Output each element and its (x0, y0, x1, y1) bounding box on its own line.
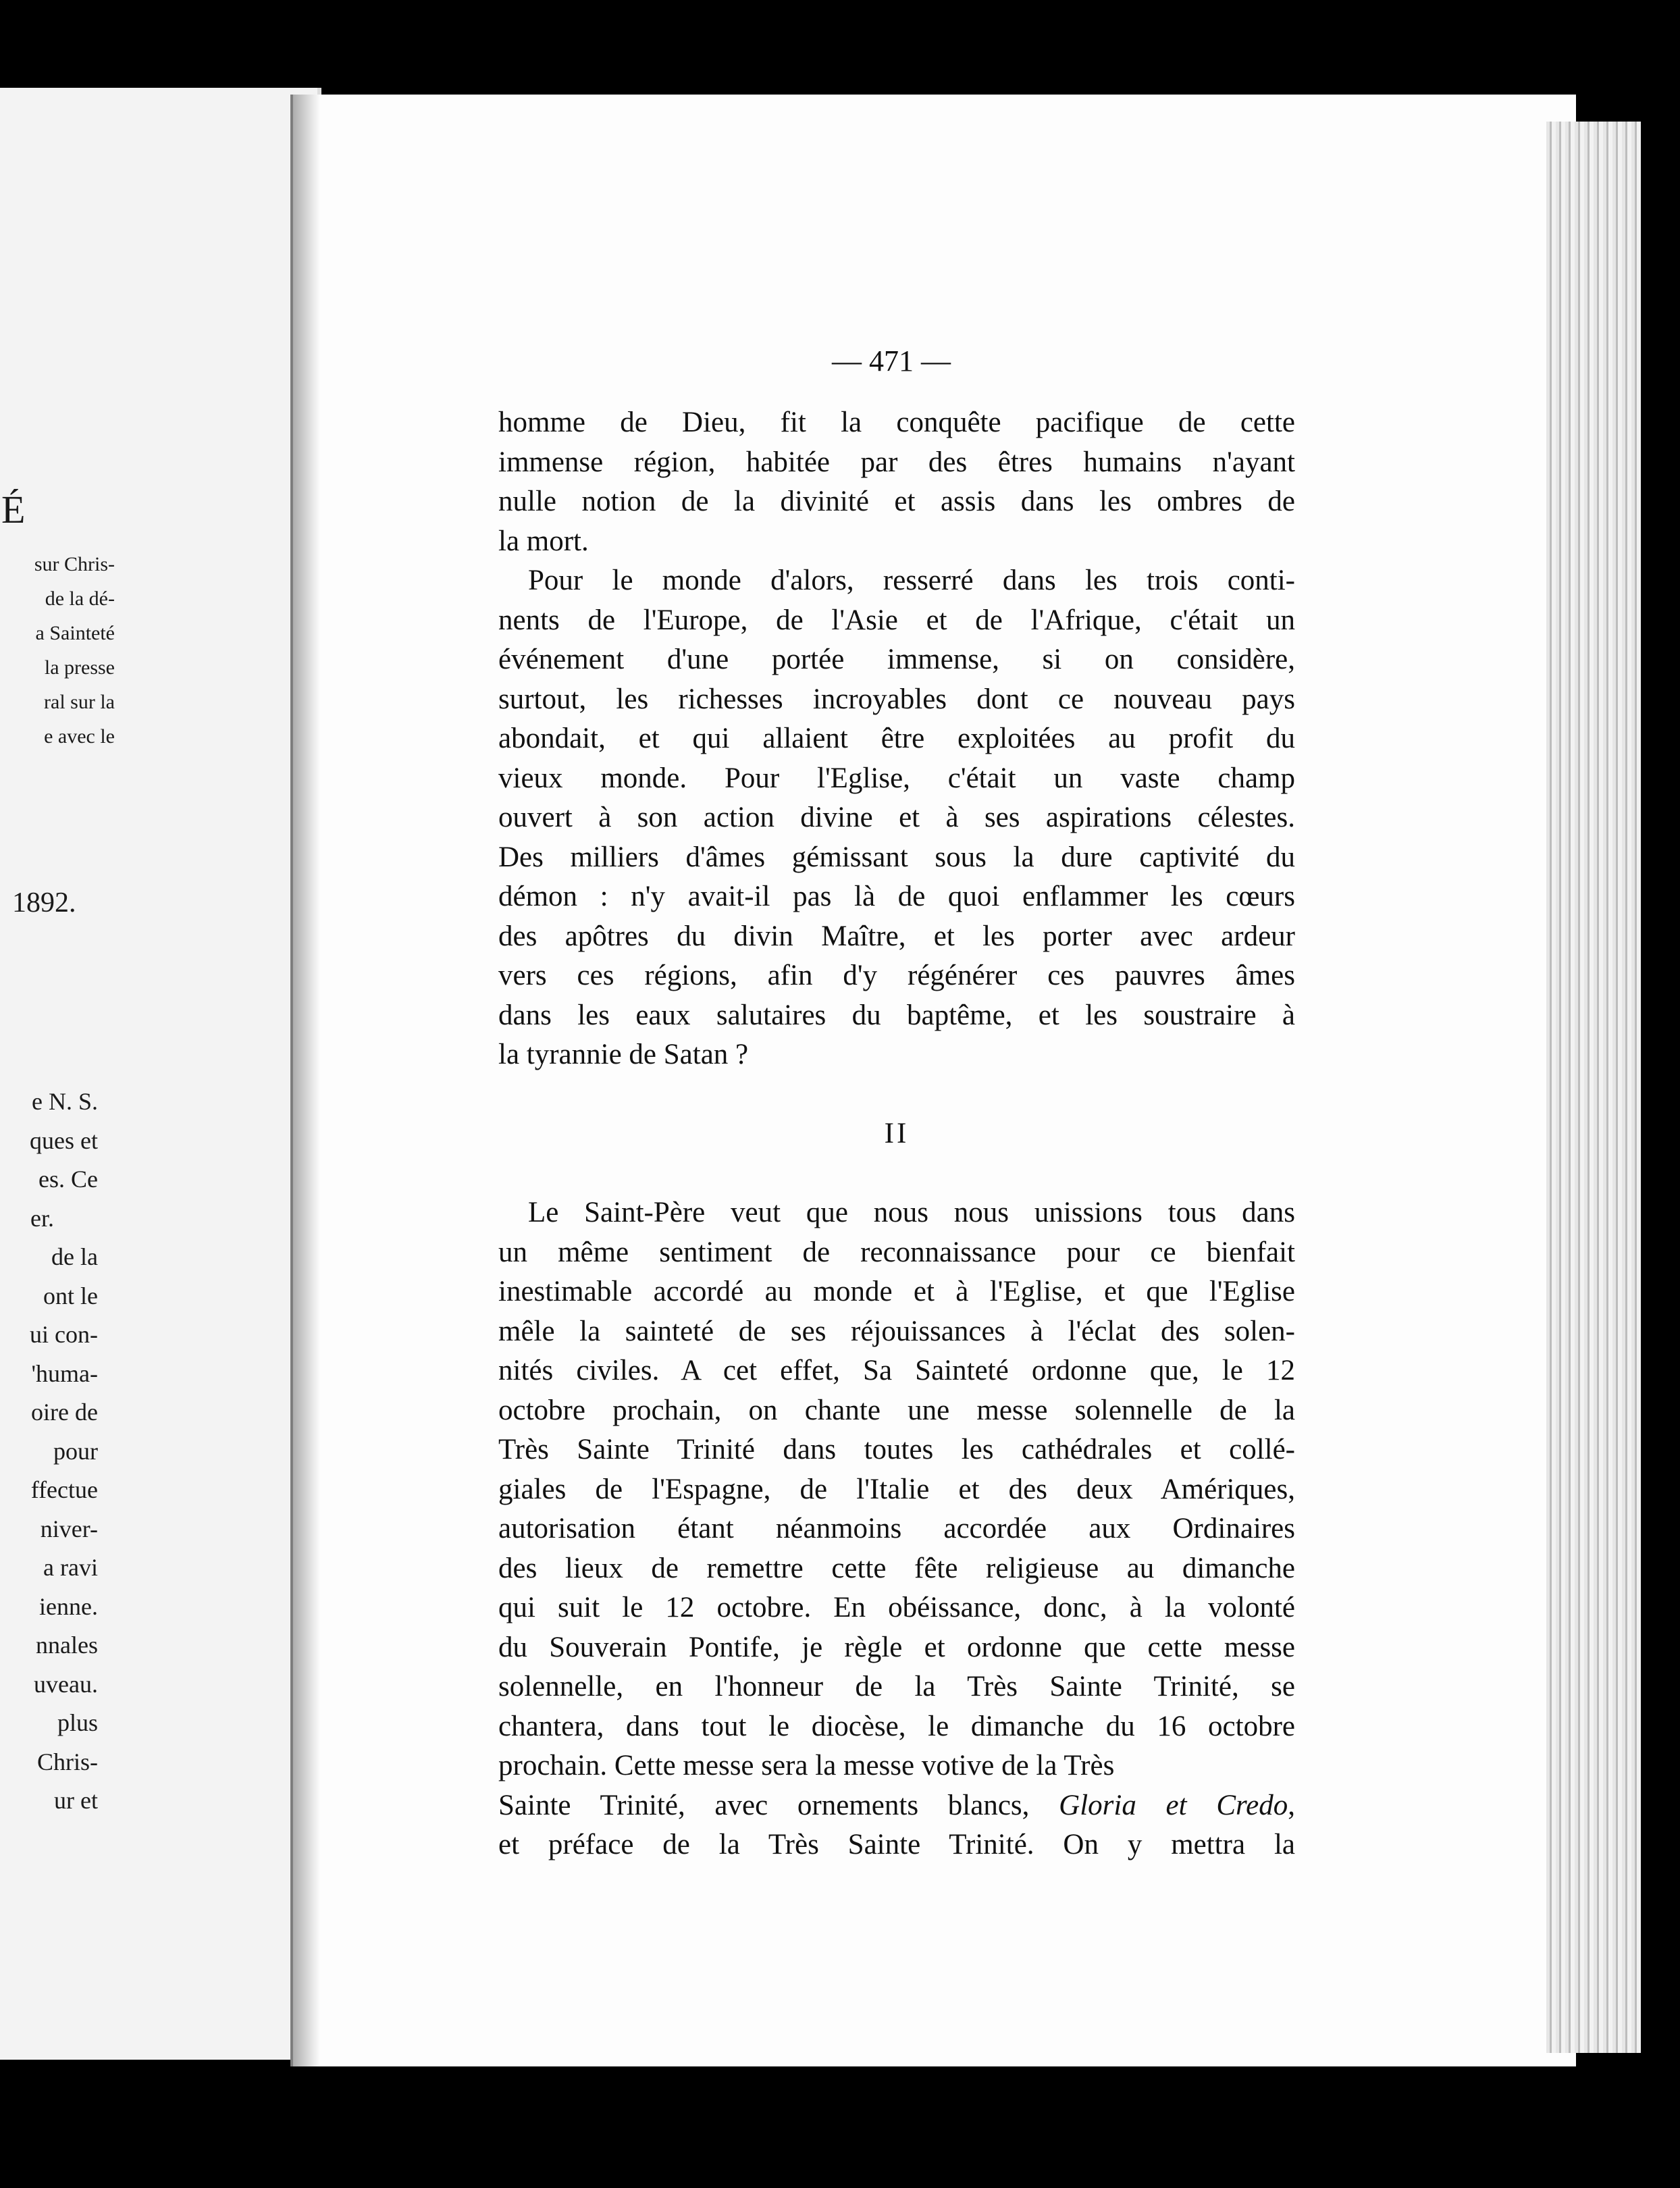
text-line: giales de l'Espagne, de l'Italie et des deux Amériques, (498, 1473, 1295, 1505)
text-line: prochain. Cette messe sera la messe votive de la Très (498, 1750, 1115, 1781)
text-line: immense région, habitée par des êtres humains n'ayant (498, 446, 1295, 478)
left-page-line: 'huma- (31, 1359, 98, 1387)
text-line: démon : n'y avait-il pas là de quoi enflammer les cœurs (498, 881, 1295, 912)
text-line: vieux monde. Pour l'Eglise, c'était un vaste champ (498, 762, 1295, 794)
left-page-line: la presse (44, 656, 115, 679)
paragraph-2 (498, 561, 1295, 1075)
left-page-line: ienne. (39, 1592, 98, 1620)
left-page-line: niver- (40, 1515, 98, 1542)
left-page-line: sur Chris- (34, 553, 115, 575)
left-page (0, 88, 321, 2060)
left-page-line: Chris- (37, 1748, 98, 1775)
page-number: — 471 — (832, 344, 951, 377)
text-line: mêle la sainteté de ses réjouissances à l'éclat des solen- (498, 1315, 1295, 1347)
left-page-line: uveau. (34, 1670, 98, 1698)
left-page-line: pour (53, 1437, 98, 1465)
text-line: nités civiles. A cet effet, Sa Sainteté ordonne que, le 12 (498, 1355, 1295, 1386)
left-page-year: 1892. (12, 887, 76, 918)
left-page-line: e N. S. (32, 1088, 98, 1115)
left-page-line: ffectue (30, 1476, 98, 1503)
text-line: Des milliers d'âmes gémissant sous la dure captivité du (498, 841, 1295, 873)
left-page-line: de la (51, 1243, 98, 1270)
left-page-line: er. (30, 1204, 54, 1232)
text-line: Le Saint-Père veut que nous nous unissions tous dans (528, 1197, 1295, 1228)
text-line: un même sentiment de reconnaissance pour ce bienfait (498, 1236, 1295, 1268)
left-page-line: ont le (43, 1282, 98, 1309)
left-page-line: nnales (36, 1632, 98, 1659)
page-edge (1546, 122, 1641, 2053)
text-line: ouvert à son action divine et à ses aspirations célestes. (498, 802, 1295, 833)
text-line: octobre prochain, on chante une messe solennelle de la (498, 1394, 1295, 1426)
section-spacer (498, 1075, 1295, 1115)
text-line: et préface de la Très Sainte Trinité. On y mettra la (498, 1829, 1295, 1860)
text-line: des apôtres du divin Maître, et les porter avec ardeur (498, 920, 1295, 952)
left-page-line: ques et (30, 1126, 98, 1154)
text-line: solennelle, en l'honneur de la Très Sainte Trinité, se (498, 1671, 1295, 1702)
text-line: surtout, les richesses incroyables dont ce nouveau pays (498, 683, 1295, 715)
left-page-line: oire de (31, 1399, 98, 1426)
gutter-shadow (290, 95, 320, 2066)
text-line: des lieux de remettre cette fête religieuse au dimanche (498, 1552, 1295, 1584)
paragraph-3 (498, 1193, 1295, 1786)
text-line-italic (498, 1786, 1295, 1826)
left-page-line: de la dé- (45, 588, 115, 610)
text-line: chantera, dans tout le diocèse, le dimanche du 16 octobre (498, 1710, 1295, 1742)
text-fragment: , (1288, 1789, 1295, 1821)
text-column (498, 403, 1295, 1865)
left-page-line: a Sainteté (35, 622, 115, 644)
text-line: nulle notion de la divinité et assis dans les ombres de (498, 486, 1295, 517)
text-line: inestimable accordé au monde et à l'Eglise, et que l'Eglise (498, 1276, 1295, 1307)
text-line: la mort. (498, 525, 589, 557)
text-line: nents de l'Europe, de l'Asie et de l'Afrique, c'était un (498, 604, 1295, 636)
left-page-line: e avec le (44, 725, 115, 748)
text-fragment: Sainte Trinité, avec ornements blancs, (498, 1789, 1059, 1821)
left-page-line: ral sur la (44, 691, 115, 713)
section-heading: II (884, 1118, 910, 1149)
text-line: du Souverain Pontife, je règle et ordonne que cette messe (498, 1631, 1295, 1663)
left-page-heading: É (1, 488, 26, 531)
text-line: abondait, et qui allaient être exploitées au profit du (498, 723, 1295, 754)
left-page-line: ur et (54, 1787, 98, 1814)
paragraph-1 (498, 403, 1295, 561)
section-spacer (498, 1154, 1295, 1194)
text-line: événement d'une portée immense, si on considère, (498, 644, 1295, 675)
text-line: dans les eaux salutaires du baptême, et les soustraire à (498, 999, 1295, 1031)
text-line: qui suit le 12 octobre. En obéissance, donc, à la volonté (498, 1592, 1295, 1623)
text-line: autorisation étant néanmoins accordée aux Ordinaires (498, 1513, 1295, 1544)
text-line: Pour le monde d'alors, resserré dans les trois conti- (528, 565, 1295, 596)
left-page-line: ui con- (30, 1321, 98, 1348)
text-line: homme de Dieu, fit la conquête pacifique de cette (498, 407, 1295, 438)
text-line: vers ces régions, afin d'y régénérer ces pauvres âmes (498, 960, 1295, 991)
italic-text: Gloria et Credo (1059, 1789, 1288, 1821)
left-page-line: plus (57, 1709, 98, 1736)
text-line: la tyrannie de Satan ? (498, 1039, 749, 1070)
text-line: Très Sainte Trinité dans toutes les cathédrales et collé- (498, 1434, 1295, 1465)
left-page-line: es. Ce (38, 1166, 98, 1193)
left-page-line: a ravi (43, 1554, 98, 1581)
